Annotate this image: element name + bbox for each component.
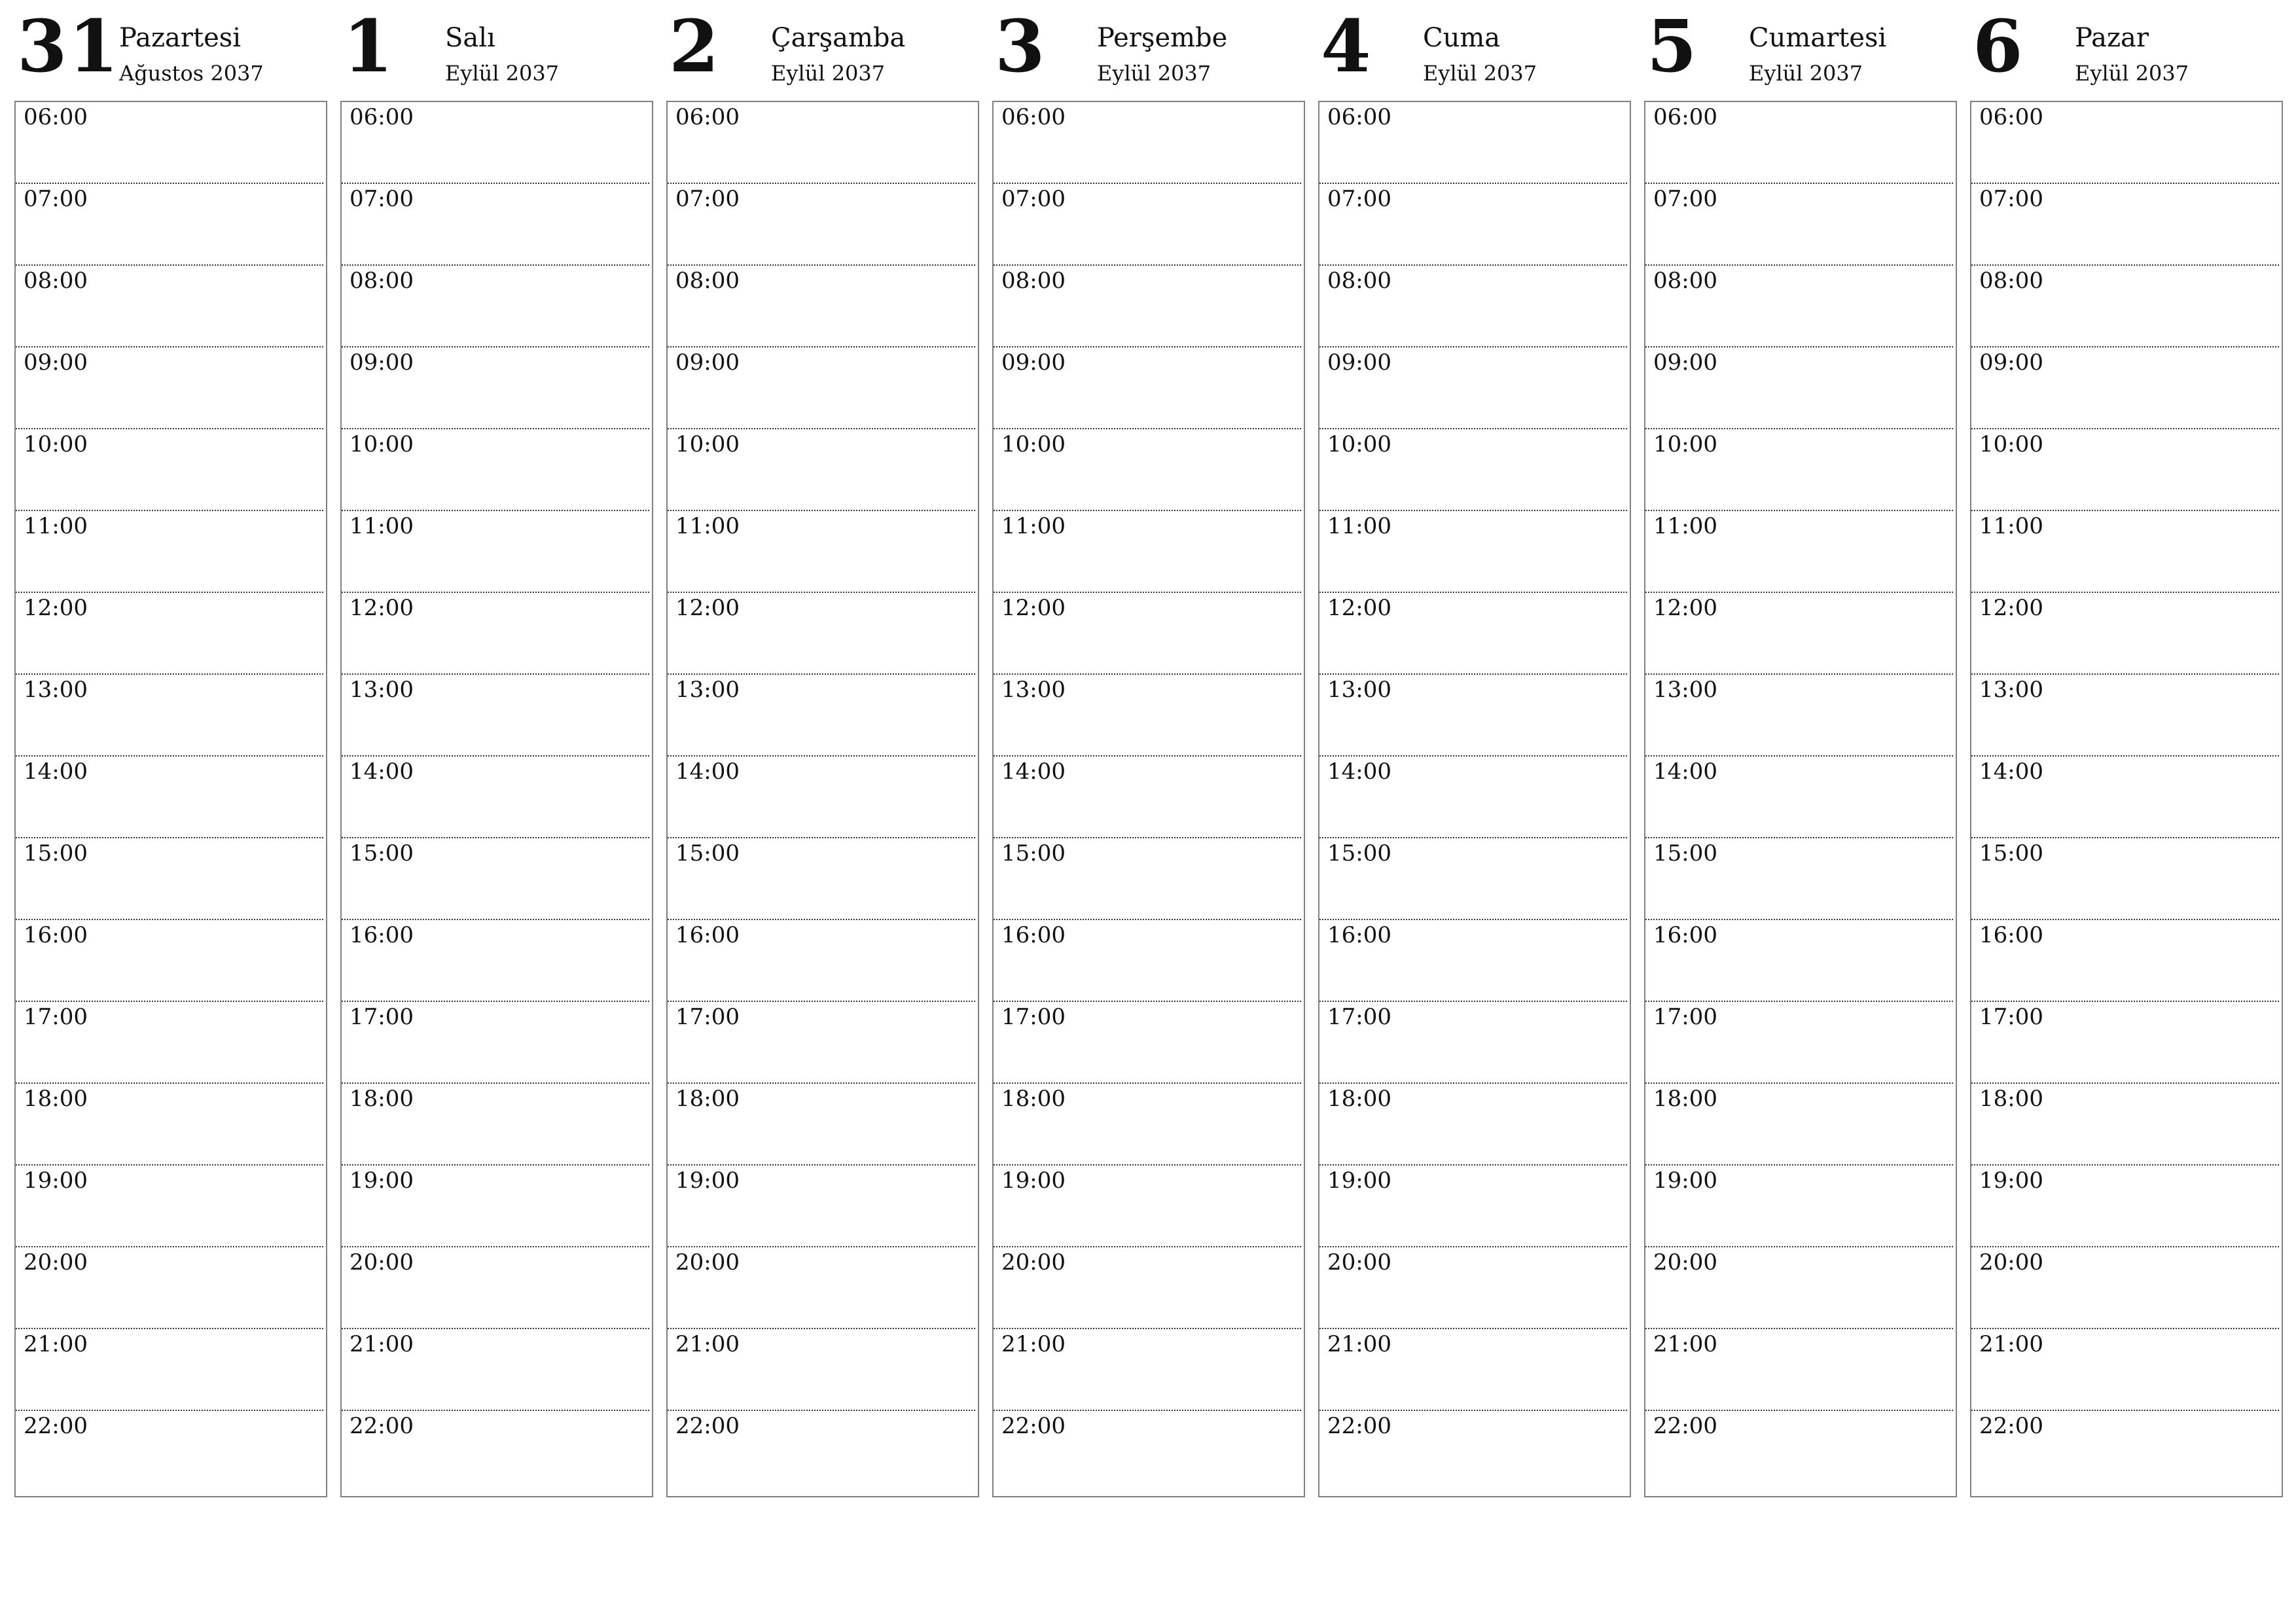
hour-slot[interactable] xyxy=(1645,593,1953,675)
hour-label: 07:00 xyxy=(1327,186,1391,212)
hour-label: 20:00 xyxy=(24,1249,88,1275)
hour-slot[interactable] xyxy=(668,838,975,920)
hour-slot[interactable] xyxy=(342,266,649,348)
hour-slot[interactable] xyxy=(342,429,649,511)
hour-slot[interactable] xyxy=(994,920,1301,1002)
hour-slot[interactable] xyxy=(16,1002,323,1084)
hour-label: 19:00 xyxy=(24,1168,88,1194)
hour-label: 21:00 xyxy=(1327,1331,1391,1357)
hour-slot[interactable] xyxy=(16,102,323,184)
hour-label: 09:00 xyxy=(675,349,740,376)
hour-slot[interactable] xyxy=(1971,920,2279,1002)
day-month-year: Eylül 2037 xyxy=(1423,61,1537,86)
day-number: 5 xyxy=(1647,4,1698,88)
hour-label: 19:00 xyxy=(1653,1168,1717,1194)
hour-slot[interactable] xyxy=(1971,593,2279,675)
hour-label: 11:00 xyxy=(1653,513,1717,539)
hour-label: 14:00 xyxy=(24,758,88,785)
hour-slot[interactable] xyxy=(16,184,323,266)
hour-label: 18:00 xyxy=(1001,1086,1066,1112)
hour-label: 19:00 xyxy=(350,1168,414,1194)
hour-slot[interactable] xyxy=(342,1084,649,1166)
hour-slot[interactable] xyxy=(16,920,323,1002)
hour-slot[interactable] xyxy=(994,429,1301,511)
hour-slot[interactable] xyxy=(994,266,1301,348)
hour-label: 11:00 xyxy=(1001,513,1066,539)
day-name: Pazar xyxy=(2075,23,2149,53)
hour-label: 22:00 xyxy=(24,1413,88,1439)
day-schedule-box[interactable] xyxy=(1970,101,2283,1497)
hour-label: 15:00 xyxy=(24,840,88,866)
hour-label: 22:00 xyxy=(1653,1413,1717,1439)
hour-label: 12:00 xyxy=(1327,595,1391,621)
hour-slot[interactable] xyxy=(668,675,975,757)
day-month-year: Eylül 2037 xyxy=(771,61,886,86)
hour-slot[interactable] xyxy=(1645,1166,1953,1247)
day-schedule-box[interactable] xyxy=(14,101,327,1497)
hour-slot[interactable] xyxy=(1319,102,1627,184)
hour-slot[interactable] xyxy=(16,1411,323,1491)
hour-slot[interactable] xyxy=(994,102,1301,184)
hour-slot[interactable] xyxy=(1319,1247,1627,1329)
hour-label: 15:00 xyxy=(1979,840,2043,866)
hour-label: 15:00 xyxy=(1327,840,1391,866)
hour-label: 22:00 xyxy=(350,1413,414,1439)
hour-slot[interactable] xyxy=(994,511,1301,593)
hour-label: 08:00 xyxy=(24,268,88,294)
hour-label: 12:00 xyxy=(1653,595,1717,621)
hour-slot[interactable] xyxy=(1971,838,2279,920)
hour-label: 20:00 xyxy=(1327,1249,1391,1275)
day-header xyxy=(14,0,327,101)
hour-label: 10:00 xyxy=(675,431,740,457)
hour-label: 20:00 xyxy=(350,1249,414,1275)
hour-slot[interactable] xyxy=(1319,511,1627,593)
hour-slot[interactable] xyxy=(668,1166,975,1247)
hour-slot[interactable] xyxy=(1319,675,1627,757)
hour-slot[interactable] xyxy=(668,757,975,838)
hour-label: 14:00 xyxy=(675,758,740,785)
hour-slot[interactable] xyxy=(342,1002,649,1084)
hour-slot[interactable] xyxy=(668,429,975,511)
hour-label: 09:00 xyxy=(1653,349,1717,376)
day-number: 1 xyxy=(343,4,395,88)
day-column xyxy=(1644,0,1957,1439)
hour-label: 10:00 xyxy=(1001,431,1066,457)
hour-label: 07:00 xyxy=(350,186,414,212)
hour-slot[interactable] xyxy=(668,593,975,675)
day-month-year: Ağustos 2037 xyxy=(119,61,264,86)
day-header xyxy=(666,0,979,101)
hour-label: 19:00 xyxy=(675,1168,740,1194)
hour-slot[interactable] xyxy=(668,1329,975,1411)
hour-slot[interactable] xyxy=(1645,1247,1953,1329)
hour-label: 15:00 xyxy=(1001,840,1066,866)
hour-label: 10:00 xyxy=(24,431,88,457)
hour-slot[interactable] xyxy=(342,675,649,757)
hour-label: 18:00 xyxy=(350,1086,414,1112)
hour-slot[interactable] xyxy=(994,838,1301,920)
hour-label: 13:00 xyxy=(24,677,88,703)
hour-label: 19:00 xyxy=(1001,1168,1066,1194)
hour-slot[interactable] xyxy=(342,838,649,920)
hour-slot[interactable] xyxy=(1645,184,1953,266)
hour-slot[interactable] xyxy=(342,184,649,266)
hour-slot[interactable] xyxy=(16,511,323,593)
hour-label: 21:00 xyxy=(350,1331,414,1357)
hour-label: 13:00 xyxy=(1653,677,1717,703)
hour-label: 17:00 xyxy=(1327,1004,1391,1030)
hour-slot[interactable] xyxy=(1319,348,1627,429)
hour-slot[interactable] xyxy=(16,1247,323,1329)
day-number: 3 xyxy=(995,4,1047,88)
day-schedule-box[interactable] xyxy=(340,101,653,1497)
day-name: Pazartesi xyxy=(119,23,242,53)
hour-label: 18:00 xyxy=(24,1086,88,1112)
hour-slot[interactable] xyxy=(342,348,649,429)
hour-slot[interactable] xyxy=(342,102,649,184)
day-column xyxy=(1318,0,1631,1439)
hour-label: 13:00 xyxy=(350,677,414,703)
day-month-year: Eylül 2037 xyxy=(445,61,560,86)
day-column xyxy=(340,0,653,1439)
hour-label: 11:00 xyxy=(1327,513,1391,539)
hour-label: 06:00 xyxy=(675,104,740,130)
hour-slot[interactable] xyxy=(668,1002,975,1084)
hour-slot[interactable] xyxy=(1971,675,2279,757)
hour-slot[interactable] xyxy=(668,266,975,348)
hour-slot[interactable] xyxy=(1645,266,1953,348)
hour-slot[interactable] xyxy=(994,1166,1301,1247)
hour-label: 10:00 xyxy=(1327,431,1391,457)
hour-slot[interactable] xyxy=(1319,1166,1627,1247)
hour-label: 16:00 xyxy=(1327,922,1391,948)
day-name: Cuma xyxy=(1423,23,1501,53)
hour-slot[interactable] xyxy=(668,1084,975,1166)
hour-label: 16:00 xyxy=(24,922,88,948)
hour-label: 11:00 xyxy=(24,513,88,539)
hour-slot[interactable] xyxy=(1971,348,2279,429)
hour-slot[interactable] xyxy=(1645,348,1953,429)
day-number: 31 xyxy=(17,4,120,88)
hour-slot[interactable] xyxy=(1971,1084,2279,1166)
day-number: 6 xyxy=(1973,4,2024,88)
hour-slot[interactable] xyxy=(994,675,1301,757)
hour-slot[interactable] xyxy=(342,757,649,838)
hour-label: 19:00 xyxy=(1327,1168,1391,1194)
hour-slot[interactable] xyxy=(1645,757,1953,838)
hour-label: 07:00 xyxy=(1001,186,1066,212)
hour-label: 08:00 xyxy=(1327,268,1391,294)
hour-slot[interactable] xyxy=(1971,102,2279,184)
day-month-year: Eylül 2037 xyxy=(1749,61,1863,86)
hour-slot[interactable] xyxy=(668,348,975,429)
day-column xyxy=(666,0,979,1439)
day-header xyxy=(1970,0,2283,101)
hour-slot[interactable] xyxy=(1645,675,1953,757)
hour-label: 10:00 xyxy=(1979,431,2043,457)
hour-slot[interactable] xyxy=(1319,593,1627,675)
hour-label: 08:00 xyxy=(675,268,740,294)
hour-label: 17:00 xyxy=(24,1004,88,1030)
hour-label: 22:00 xyxy=(1001,1413,1066,1439)
hour-slot[interactable] xyxy=(668,1247,975,1329)
hour-label: 08:00 xyxy=(1001,268,1066,294)
hour-label: 12:00 xyxy=(24,595,88,621)
hour-slot[interactable] xyxy=(1645,838,1953,920)
hour-label: 17:00 xyxy=(1653,1004,1717,1030)
hour-label: 14:00 xyxy=(1979,758,2043,785)
hour-slot[interactable] xyxy=(342,593,649,675)
hour-slot[interactable] xyxy=(16,429,323,511)
hour-label: 06:00 xyxy=(24,104,88,130)
day-header xyxy=(992,0,1305,101)
hour-label: 15:00 xyxy=(675,840,740,866)
hour-slot[interactable] xyxy=(16,593,323,675)
hour-label: 20:00 xyxy=(1979,1249,2043,1275)
hour-slot[interactable] xyxy=(668,920,975,1002)
day-column xyxy=(14,0,327,1439)
hour-slot[interactable] xyxy=(1645,1329,1953,1411)
hour-label: 07:00 xyxy=(675,186,740,212)
day-name: Perşembe xyxy=(1097,23,1228,53)
hour-slot[interactable] xyxy=(1319,757,1627,838)
hour-slot[interactable] xyxy=(668,102,975,184)
hour-label: 07:00 xyxy=(24,186,88,212)
hour-label: 13:00 xyxy=(1327,677,1391,703)
hour-label: 21:00 xyxy=(1979,1331,2043,1357)
hour-slot[interactable] xyxy=(1319,1411,1627,1491)
hour-slot[interactable] xyxy=(1319,184,1627,266)
hour-slot[interactable] xyxy=(994,184,1301,266)
hour-label: 12:00 xyxy=(350,595,414,621)
hour-label: 22:00 xyxy=(675,1413,740,1439)
hour-label: 18:00 xyxy=(675,1086,740,1112)
hour-label: 13:00 xyxy=(675,677,740,703)
day-header xyxy=(340,0,653,101)
hour-label: 17:00 xyxy=(350,1004,414,1030)
hour-label: 17:00 xyxy=(1001,1004,1066,1030)
hour-slot[interactable] xyxy=(342,1411,649,1491)
hour-label: 21:00 xyxy=(24,1331,88,1357)
hour-label: 14:00 xyxy=(1327,758,1391,785)
day-number: 4 xyxy=(1321,4,1372,88)
hour-label: 22:00 xyxy=(1327,1413,1391,1439)
hour-label: 18:00 xyxy=(1653,1086,1717,1112)
hour-slot[interactable] xyxy=(342,511,649,593)
hour-label: 08:00 xyxy=(1979,268,2043,294)
hour-label: 20:00 xyxy=(1001,1249,1066,1275)
hour-slot[interactable] xyxy=(342,1247,649,1329)
hour-label: 18:00 xyxy=(1327,1086,1391,1112)
hour-label: 12:00 xyxy=(675,595,740,621)
day-schedule-box[interactable] xyxy=(1318,101,1631,1497)
hour-label: 09:00 xyxy=(24,349,88,376)
hour-label: 16:00 xyxy=(1001,922,1066,948)
hour-slot[interactable] xyxy=(994,1329,1301,1411)
day-schedule-box[interactable] xyxy=(1644,101,1957,1497)
day-column xyxy=(1970,0,2283,1439)
hour-label: 15:00 xyxy=(350,840,414,866)
hour-slot[interactable] xyxy=(1971,1329,2279,1411)
hour-slot[interactable] xyxy=(994,757,1301,838)
hour-slot[interactable] xyxy=(16,1084,323,1166)
hour-slot[interactable] xyxy=(1319,920,1627,1002)
hour-slot[interactable] xyxy=(16,266,323,348)
hour-label: 06:00 xyxy=(1979,104,2043,130)
hour-label: 06:00 xyxy=(1653,104,1717,130)
hour-slot[interactable] xyxy=(16,675,323,757)
hour-slot[interactable] xyxy=(342,920,649,1002)
day-header xyxy=(1644,0,1957,101)
hour-slot[interactable] xyxy=(1319,838,1627,920)
hour-slot[interactable] xyxy=(1971,1411,2279,1491)
day-number: 2 xyxy=(669,4,721,88)
hour-slot[interactable] xyxy=(1645,102,1953,184)
hour-label: 17:00 xyxy=(675,1004,740,1030)
hour-label: 09:00 xyxy=(350,349,414,376)
hour-slot[interactable] xyxy=(994,1411,1301,1491)
day-month-year: Eylül 2037 xyxy=(2075,61,2189,86)
hour-label: 16:00 xyxy=(675,922,740,948)
hour-slot[interactable] xyxy=(668,1411,975,1491)
hour-slot[interactable] xyxy=(16,1329,323,1411)
hour-label: 16:00 xyxy=(350,922,414,948)
hour-label: 12:00 xyxy=(1979,595,2043,621)
day-schedule-box[interactable] xyxy=(666,101,979,1497)
hour-slot[interactable] xyxy=(1319,1002,1627,1084)
hour-slot[interactable] xyxy=(994,1247,1301,1329)
hour-label: 11:00 xyxy=(350,513,414,539)
hour-slot[interactable] xyxy=(342,1329,649,1411)
hour-label: 07:00 xyxy=(1979,186,2043,212)
hour-label: 14:00 xyxy=(350,758,414,785)
hour-slot[interactable] xyxy=(16,348,323,429)
hour-slot[interactable] xyxy=(1971,1166,2279,1247)
hour-slot[interactable] xyxy=(16,1166,323,1247)
hour-slot[interactable] xyxy=(1971,511,2279,593)
hour-label: 19:00 xyxy=(1979,1168,2043,1194)
hour-slot[interactable] xyxy=(16,757,323,838)
day-name: Cumartesi xyxy=(1749,23,1887,53)
hour-slot[interactable] xyxy=(1645,1084,1953,1166)
hour-label: 09:00 xyxy=(1979,349,2043,376)
hour-slot[interactable] xyxy=(1971,184,2279,266)
hour-slot[interactable] xyxy=(1971,266,2279,348)
hour-slot[interactable] xyxy=(994,1084,1301,1166)
hour-slot[interactable] xyxy=(1645,511,1953,593)
hour-label: 11:00 xyxy=(1979,513,2043,539)
hour-slot[interactable] xyxy=(1319,1084,1627,1166)
day-schedule-box[interactable] xyxy=(992,101,1305,1497)
hour-label: 06:00 xyxy=(350,104,414,130)
hour-label: 18:00 xyxy=(1979,1086,2043,1112)
hour-label: 16:00 xyxy=(1653,922,1717,948)
hour-slot[interactable] xyxy=(1645,920,1953,1002)
day-name: Salı xyxy=(445,23,495,53)
hour-slot[interactable] xyxy=(1971,429,2279,511)
hour-slot[interactable] xyxy=(342,1166,649,1247)
hour-label: 11:00 xyxy=(675,513,740,539)
hour-slot[interactable] xyxy=(668,511,975,593)
hour-slot[interactable] xyxy=(1971,1247,2279,1329)
hour-label: 07:00 xyxy=(1653,186,1717,212)
day-name: Çarşamba xyxy=(771,23,906,53)
hour-slot[interactable] xyxy=(1319,266,1627,348)
hour-label: 22:00 xyxy=(1979,1413,2043,1439)
hour-label: 10:00 xyxy=(350,431,414,457)
hour-label: 17:00 xyxy=(1979,1004,2043,1030)
hour-label: 20:00 xyxy=(1653,1249,1717,1275)
hour-slot[interactable] xyxy=(994,348,1301,429)
hour-label: 08:00 xyxy=(1653,268,1717,294)
hour-label: 08:00 xyxy=(350,268,414,294)
day-month-year: Eylül 2037 xyxy=(1097,61,1211,86)
hour-slot[interactable] xyxy=(1645,1411,1953,1491)
hour-slot[interactable] xyxy=(1971,1002,2279,1084)
hour-slot[interactable] xyxy=(1319,1329,1627,1411)
hour-label: 20:00 xyxy=(675,1249,740,1275)
hour-label: 15:00 xyxy=(1653,840,1717,866)
hour-slot[interactable] xyxy=(1319,429,1627,511)
hour-label: 21:00 xyxy=(1653,1331,1717,1357)
hour-label: 09:00 xyxy=(1001,349,1066,376)
hour-label: 10:00 xyxy=(1653,431,1717,457)
hour-label: 09:00 xyxy=(1327,349,1391,376)
hour-label: 06:00 xyxy=(1327,104,1391,130)
hour-slot[interactable] xyxy=(668,184,975,266)
hour-slot[interactable] xyxy=(994,593,1301,675)
hour-label: 14:00 xyxy=(1001,758,1066,785)
hour-slot[interactable] xyxy=(1645,1002,1953,1084)
hour-slot[interactable] xyxy=(1645,429,1953,511)
hour-label: 21:00 xyxy=(1001,1331,1066,1357)
day-column xyxy=(992,0,1305,1439)
hour-label: 13:00 xyxy=(1001,677,1066,703)
hour-label: 14:00 xyxy=(1653,758,1717,785)
hour-slot[interactable] xyxy=(1971,757,2279,838)
hour-label: 16:00 xyxy=(1979,922,2043,948)
hour-slot[interactable] xyxy=(994,1002,1301,1084)
hour-label: 13:00 xyxy=(1979,677,2043,703)
hour-label: 12:00 xyxy=(1001,595,1066,621)
day-header xyxy=(1318,0,1631,101)
hour-slot[interactable] xyxy=(16,838,323,920)
hour-label: 21:00 xyxy=(675,1331,740,1357)
hour-label: 06:00 xyxy=(1001,104,1066,130)
